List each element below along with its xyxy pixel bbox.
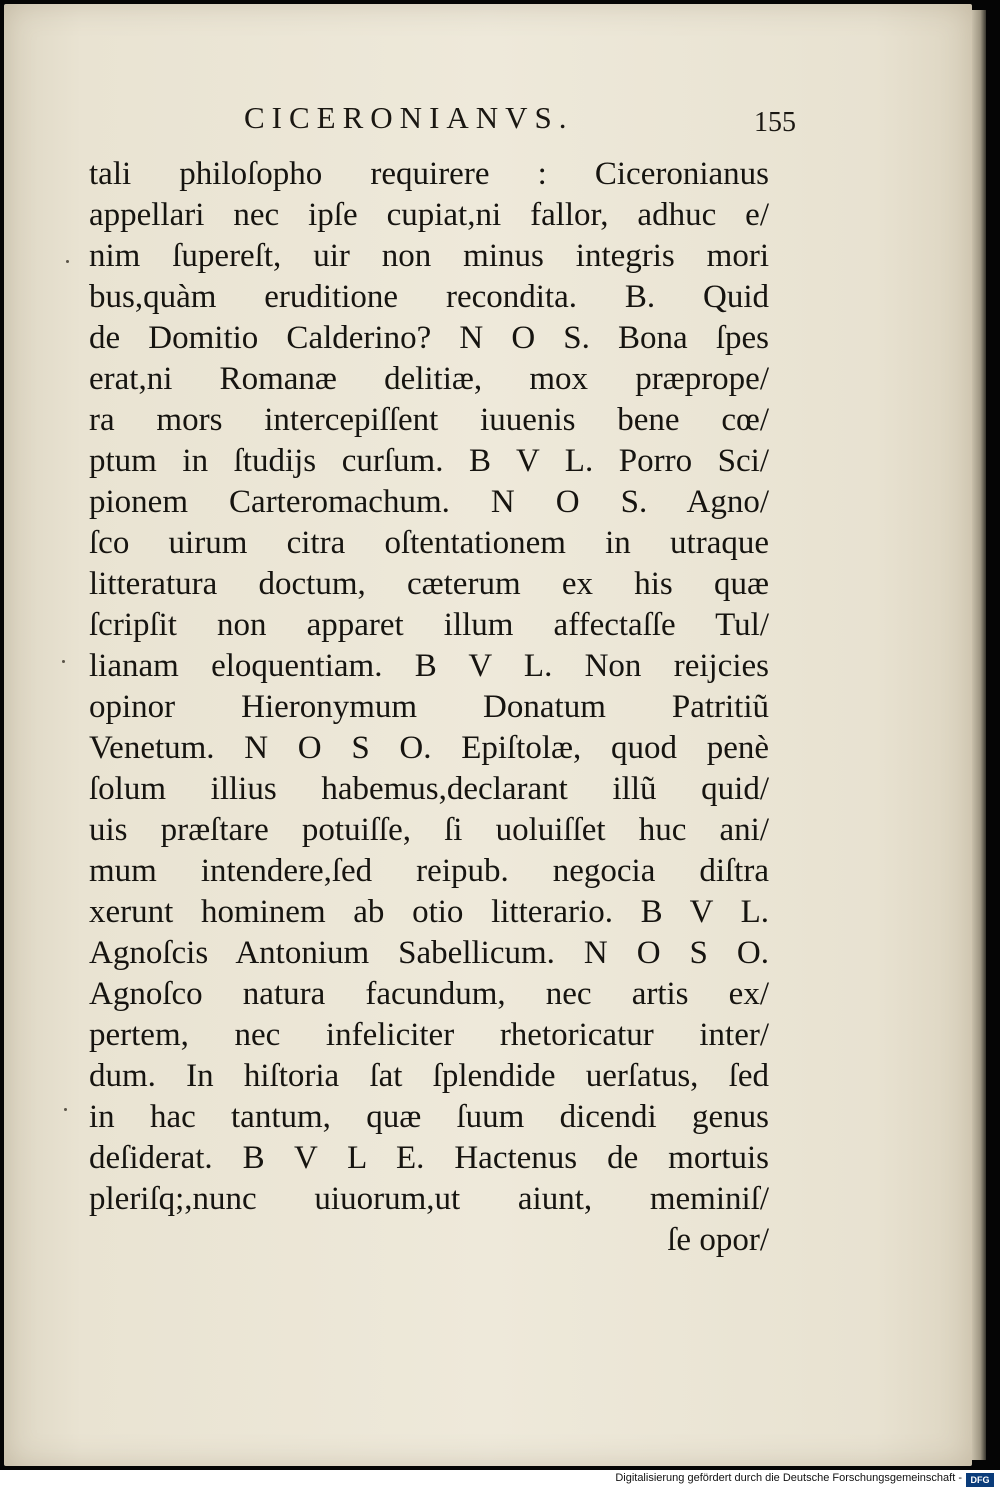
text-line: uis præſtare potuiſſe, ſi uoluiſſet huc ani/ (89, 812, 769, 848)
book-page (4, 4, 972, 1466)
text-line: opinor Hieronymum Donatum Patritiũ (89, 689, 769, 725)
text-block (89, 154, 769, 1261)
text-line: Agnoſcis Antonium Sabellicum. N O S O. (89, 935, 769, 971)
text-line: appellari nec ipſe cupiat,ni fallor, adhuc e/ (89, 197, 769, 233)
text-line: Agnoſco natura facundum, nec artis ex/ (89, 976, 769, 1012)
text-line: deſiderat. B V L E. Hactenus de mortuis (89, 1140, 769, 1176)
page-number: 155 (754, 107, 796, 138)
page-edge (972, 10, 986, 1460)
text-line: Venetum. N O S O. Epiſtolæ, quod penè (89, 730, 769, 766)
text-line: ſco uirum citra oſtentationem in utraque (89, 525, 769, 561)
paper-speck (66, 260, 69, 263)
text-line: pionem Carteromachum. N O S. Agno/ (89, 484, 769, 520)
text-line: ptum in ſtudijs curſum. B V L. Porro Sci/ (89, 443, 769, 479)
text-line: tali philoſopho requirere : Ciceronianus (89, 156, 769, 192)
text-line: xerunt hominem ab otio litterario. B V L. (89, 894, 769, 930)
catchword: ſe opor/ (667, 1222, 769, 1258)
text-line: in hac tantum, quæ ſuum dicendi genus (89, 1099, 769, 1135)
footer-bar (0, 1470, 1000, 1490)
running-head: CICERONIANVS. (244, 100, 574, 135)
dfg-logo-icon: DFG (966, 1473, 994, 1487)
text-line: de Domitio Calderino? N O S. Bona ſpes (89, 320, 769, 356)
text-line: mum intendere,ſed reipub. negocia diſtra (89, 853, 769, 889)
text-line: litteratura doctum, cæterum ex his quæ (89, 566, 769, 602)
text-line: pertem, nec infeliciter rhetoricatur inter/ (89, 1017, 769, 1053)
text-line: nim ſupereſt, uir non minus integris mori (89, 238, 769, 274)
text-line: dum. In hiſtoria ſat ſplendide uerſatus, ſed (89, 1058, 769, 1094)
paper-speck (62, 660, 65, 663)
text-line: ſcripſit non apparet illum affectaſſe Tul/ (89, 607, 769, 643)
text-line: ſolum illius habemus,declarant illũ quid/ (89, 771, 769, 807)
text-line: ra mors intercepiſſent iuuenis bene cœ/ (89, 402, 769, 438)
text-line: bus,quàm eruditione recondita. B. Quid (89, 279, 769, 315)
digitization-credit: Digitalisierung gefördert durch die Deutsche Forschungsgemeinschaft - (615, 1472, 962, 1484)
text-line: pleriſq;,nunc uiuorum,ut aiunt, meminiſ/ (89, 1181, 769, 1217)
paper-speck (64, 1108, 67, 1111)
text-line: erat,ni Romanæ delitiæ, mox præprope/ (89, 361, 769, 397)
text-line: lianam eloquentiam. B V L. Non reijcies (89, 648, 769, 684)
